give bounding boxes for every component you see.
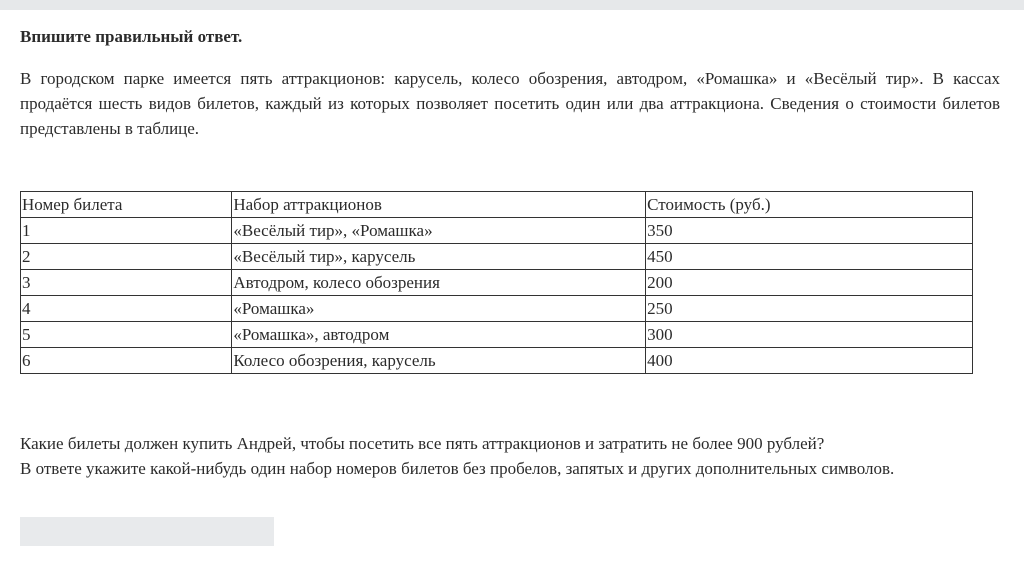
attractions-cell: «Весёлый тир», «Ромашка» [232,218,646,244]
ticket-number-cell: 2 [21,244,232,270]
ticket-number-cell: 3 [21,270,232,296]
table-row [21,244,973,270]
instruction-heading: Впишите правильный ответ. [20,27,243,46]
ticket-number-cell: 5 [21,322,232,348]
ticket-number-cell: 4 [21,296,232,322]
attractions-cell: «Весёлый тир», карусель [232,244,646,270]
price-cell: 450 [646,244,973,270]
attractions-cell: Колесо обозрения, карусель [232,348,646,374]
problem-text: В городском парке имеется пять аттракционов: карусель, колесо обозрения, автодром, «Ромашка» и «Весёлый тир». В кассах продаётся шесть видов билетов, каждый из которых позволяет посетить один или два аттракциона. Сведения о стоимости билетов представлены в таблице. [20,69,1000,138]
header-attractions: Набор аттракционов [232,192,646,218]
ticket-number-cell: 6 [21,348,232,374]
price-cell: 200 [646,270,973,296]
header-price: Стоимость (руб.) [646,192,973,218]
price-cell: 250 [646,296,973,322]
table-row [21,348,973,374]
table-row [21,322,973,348]
task-content [20,24,1000,141]
price-cell: 300 [646,322,973,348]
table-row [21,218,973,244]
table-row [21,270,973,296]
attractions-cell: Автодром, колесо обозрения [232,270,646,296]
answer-instructions: В ответе укажите какой-нибудь один набор номеров билетов без пробелов, запятых и других дополнительных символов. [20,459,895,478]
question-block [20,431,1000,481]
ticket-number-cell: 1 [21,218,232,244]
answer-input[interactable] [20,517,274,546]
price-cell: 400 [646,348,973,374]
question-text: Какие билеты должен купить Андрей, чтобы посетить все пять аттракционов и затратить не более 900 рублей? [20,434,825,453]
price-cell: 350 [646,218,973,244]
attractions-cell: «Ромашка» [232,296,646,322]
top-bar [0,0,1024,10]
tickets-table [20,191,973,374]
header-ticket-number: Номер билета [21,192,232,218]
table-header-row [21,192,973,218]
attractions-cell: «Ромашка», автодром [232,322,646,348]
table-row [21,296,973,322]
